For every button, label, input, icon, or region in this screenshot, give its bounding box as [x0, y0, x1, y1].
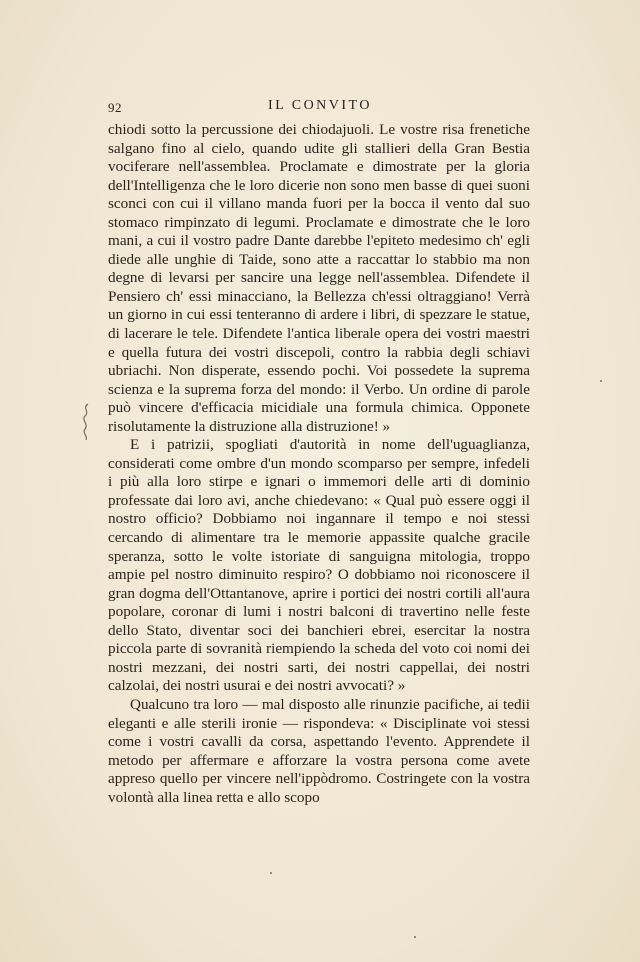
page-number: 92: [108, 100, 122, 115]
paper-speck: [270, 872, 272, 874]
paragraph-2: E i patrizii, spogliati d'autorità in nome dell'uguaglianza, considerati come ombre d'un mondo scomparso per sempre, infedeli i più alla loro stirpe e ignari o immemori delle arti di dominio professate dai loro avi, anche chiedevano: « Qual può essere oggi il nostro officio? Dobbiamo noi ingannare il tempo e noi stessi cercando di alimentare tra le memorie appassite qualche gracile speranza, sotto le volte istoriate di sanguigna mitologia, troppo ampie pel nostro diminuito respiro? O dobbiamo noi riconoscere il gran dogma dell'Ottantanove, aprire i portici dei nostri cortili all'aura popolare, coronar di lumi i nostri balconi di travertino nelle feste dello Stato, diventar soci dei banchieri ebrei, esercitar la nostra piccola parte di sovranità riempiendo la scheda del voto coi nomi dei nostri mezzani, dei nostri sarti, dei nostri cappellai, dei nostri calzolai, dei nostri usurai e dei nostri avvocati? »: [108, 436, 530, 695]
body-text: [108, 121, 530, 807]
paragraph-3: Qualcuno tra loro — mal disposto alle rinunzie pacifiche, ai tedii eleganti e alle sterili ironie — rispondeva: « Disciplinate voi stessi come i vostri cavalli da corsa, aspettando l'evento. Apprendete il metodo per affermare e afforzare la vostra persona come avete appreso quello per vincere nell'ippòdromo. Costringete con la vostra volontà alla linea retta e allo scopo: [108, 695, 530, 806]
paper-speck: [414, 936, 416, 938]
paragraph-1: chiodi sotto la percussione dei chiodajuoli. Le vostre risa frenetiche salgano fino al cielo, quando udite gli stallieri della Gran Bestia vociferare nell'assemblea. Proclamate e dimostrate per la gloria dell'Intelligenza che le loro dicerie non sono men basse di quei suoni sconci con cui il villano manda fuori per la bocca il vento dal suo stomaco rimpinzato di legumi. Proclamate e dimostrate che le loro mani, a cui il vostro padre Dante darebbe l'epiteto medesimo ch' egli diede alle unghie di Taide, sono atte a raccattar lo stabbio ma non degne di levarsi per sancire una legge nell'assemblea. Difendete il Pensiero ch' essi minacciano, la Bellezza ch'essi oltraggiano! Verrà un giorno in cui essi tenteranno di ardere i libri, di spezzare le statue, di lacerare le tele. Difendete l'antica liberale opera dei vostri maestri e quella futura dei vostri discepoli, contro la rabbia degli schiavi ubriachi. Non disperate, essendo pochi. Voi possedete la suprema scienza e la suprema forza del mondo: il Verbo. Un ordine di parole può vincere d'efficacia micidiale una formula chimica. Opponete risolutamente la distruzione alla distruzione! »: [108, 121, 530, 435]
paper-speck: [600, 380, 602, 382]
pencil-squiggle-icon: [76, 402, 96, 442]
running-title: IL CONVITO: [268, 98, 372, 113]
